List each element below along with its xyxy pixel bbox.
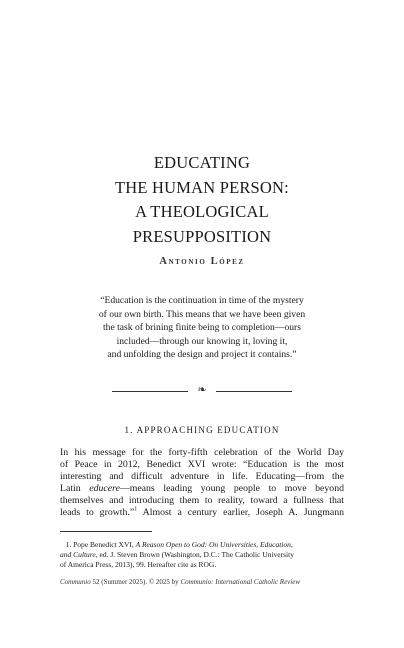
epigraph-line: and unfolding the design and project it contains.” bbox=[107, 349, 297, 361]
epigraph-line: of our own birth. This means that we have been given bbox=[98, 308, 306, 320]
body-text: Almost a century earlier, Joseph A. Jungmann bbox=[137, 507, 344, 519]
epigraph-line: the task of brining finite being to completion—ours bbox=[103, 322, 301, 334]
footnote-rule bbox=[60, 531, 152, 532]
footnote-line bbox=[60, 540, 344, 550]
book-title: and Culture bbox=[60, 550, 96, 560]
title-line: PRESUPPOSITION bbox=[132, 226, 272, 246]
title-line: A THEOLOGICAL bbox=[135, 202, 269, 221]
article-title bbox=[0, 151, 404, 249]
section-divider bbox=[0, 384, 404, 398]
divider-rule-right bbox=[216, 391, 292, 392]
body-text: Latin bbox=[60, 483, 90, 495]
body-paragraph bbox=[60, 447, 344, 520]
body-line: themselves and introducing them to reality, toward a fullness that bbox=[60, 495, 344, 507]
body-line: interesting and difficult adventure in life. Educating—from the bbox=[60, 471, 344, 483]
journal-footer bbox=[60, 578, 344, 587]
footnote-ref[interactable]: 1 bbox=[134, 507, 138, 514]
author-name: Antonio López bbox=[159, 256, 245, 267]
footer-text: 52 (Summer 2025). © 2025 by bbox=[90, 578, 181, 586]
epigraph-line: included—through our knowing it, loving it, bbox=[116, 335, 288, 347]
journal-name: Communio bbox=[60, 578, 91, 586]
book-title: A Reason Open to God: On Universities, Education, bbox=[135, 540, 293, 549]
divider-rule-left bbox=[112, 391, 188, 392]
body-line bbox=[60, 483, 344, 495]
footnote bbox=[60, 540, 344, 571]
fleuron-icon: ❧ bbox=[197, 384, 207, 396]
footnote-text: 1. Pope Benedict XVI, bbox=[65, 540, 136, 549]
body-line: of Peace in 2012, Benedict XVI wrote: “Education is the most bbox=[60, 459, 344, 471]
body-line: In his message for the forty-fifth celebration of the World Day bbox=[60, 447, 344, 458]
title-line: THE HUMAN PERSON: bbox=[115, 177, 289, 197]
epigraph-line: “Education is the continuation in time of the mystery bbox=[100, 295, 304, 306]
body-line bbox=[60, 507, 344, 519]
epigraph bbox=[60, 294, 344, 362]
footnote-text: , ed. J. Steven Brown (Washington, D.C.: The Catholic University bbox=[95, 550, 294, 560]
body-text: —means leading young people to move beyond bbox=[119, 483, 344, 495]
footnote-line bbox=[60, 550, 344, 560]
publisher-name: Communio: International Catholic Review bbox=[180, 578, 301, 586]
section-heading: 1. APPROACHING EDUCATION bbox=[124, 425, 280, 435]
title-line: EDUCATING bbox=[153, 153, 251, 172]
body-text: leads to growth.” bbox=[60, 507, 135, 519]
emphasis-term: educere bbox=[89, 483, 120, 495]
footnote-line: of America Press, 2013), 99. Hereafter cite as ROG. bbox=[60, 560, 217, 570]
